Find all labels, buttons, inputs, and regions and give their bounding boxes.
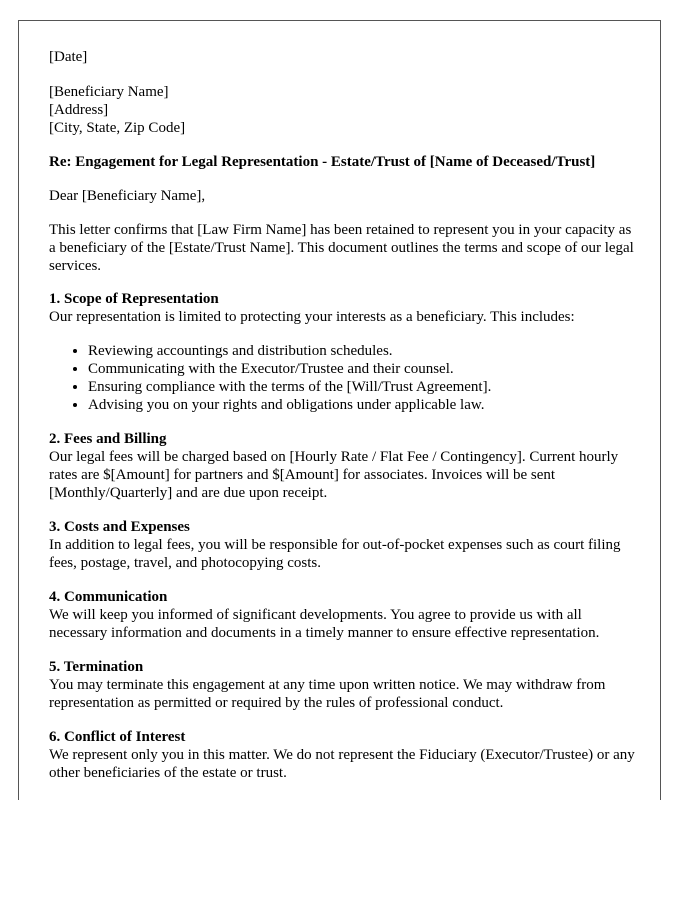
section-body: We represent only you in this matter. We do not represent the Fiduciary (Executor/Trustee) or any other beneficiaries of the estate or trust.	[49, 747, 635, 781]
list-item: • Communicating with the Executor/Trustee and their counsel.	[88, 360, 660, 378]
recipient-city-state-zip: [City, State, Zip Code]	[49, 120, 186, 136]
section-title: 3. Costs and Expenses	[49, 519, 190, 535]
recipient-name: [Beneficiary Name]	[49, 84, 169, 100]
section-body: We will keep you informed of significant developments. You agree to provide us with all necessary information and documents in a timely manner to ensure effective representation.	[49, 607, 600, 641]
recipient-address-block	[49, 83, 660, 137]
section-title: 2. Fees and Billing	[49, 431, 167, 447]
section-scope	[49, 290, 660, 414]
section-fees	[49, 430, 660, 502]
recipient-address: [Address]	[49, 102, 109, 118]
section-title: 1. Scope of Representation	[49, 291, 219, 307]
section-conflict	[49, 728, 660, 782]
scope-list	[49, 342, 660, 414]
list-item: • Reviewing accountings and distribution schedules.	[88, 342, 660, 360]
intro-paragraph: This letter confirms that [Law Firm Name] has been retained to represent you in your capacity as a beneficiary of the [Estate/Trust Name]. This document outlines the terms and scope of our legal services.	[49, 222, 634, 274]
section-communication	[49, 588, 660, 642]
list-item: • Advising you on your rights and obligations under applicable law.	[88, 396, 660, 414]
section-body: Our legal fees will be charged based on [Hourly Rate / Flat Fee / Contingency]. Current hourly rates are $[Amount] for partners and $[Amount] for associates. Invoices will be sent [Monthly/Quarterly] and are due upon receipt.	[49, 449, 619, 501]
section-body: You may terminate this engagement at any time upon written notice. We may withdraw from representation as permitted or required by the rules of professional conduct.	[49, 677, 606, 711]
section-costs	[49, 518, 660, 572]
section-title: 4. Communication	[49, 589, 168, 605]
section-title: 6. Conflict of Interest	[49, 729, 186, 745]
section-termination	[49, 658, 660, 712]
section-title: 5. Termination	[49, 659, 144, 675]
section-body: Our representation is limited to protecting your interests as a beneficiary. This includes:	[49, 309, 575, 325]
list-item: • Ensuring compliance with the terms of the [Will/Trust Agreement].	[88, 378, 660, 396]
section-body: In addition to legal fees, you will be responsible for out-of-pocket expenses such as court filing fees, postage, travel, and photocopying costs.	[49, 537, 621, 571]
letter-page	[18, 20, 661, 800]
subject-line: Re: Engagement for Legal Representation - Estate/Trust of [Name of Deceased/Trust]	[49, 154, 596, 170]
salutation: Dear [Beneficiary Name],	[49, 188, 206, 204]
letter-date: [Date]	[49, 49, 88, 65]
